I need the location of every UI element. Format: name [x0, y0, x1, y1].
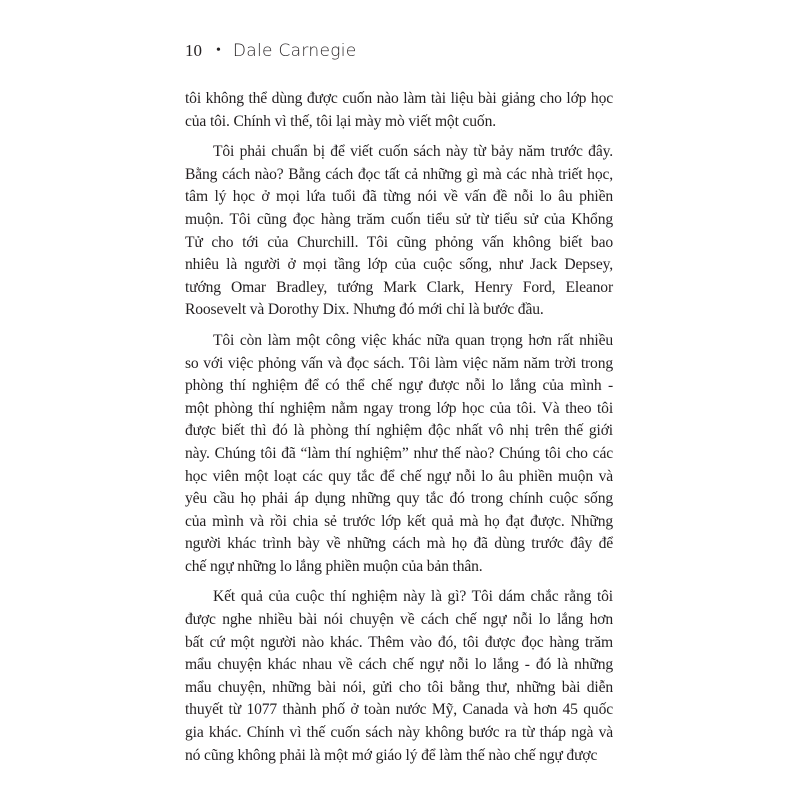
text-line: tôi không thể dùng được cuốn nào làm tài liệu bài giảng cho lớp học	[185, 90, 613, 107]
text-line: Kết quả của cuộc thí nghiệm này là gì? Tôi dám chắc rằng tôi	[213, 588, 613, 606]
text-line: mẩu chuyện, những bài nói, gửi cho tôi bằng thư, những bài diễn	[185, 678, 613, 696]
text-line: Tử cho tới của Churchill. Tôi cũng phỏng vấn không biết bao	[185, 233, 613, 251]
text-line: được nghe nhiều bài nói chuyện về cách chế ngự nỗi lo lắng hơn	[185, 611, 613, 629]
text-line: Bằng cách nào? Bằng cách đọc tất cả những gì mà các nhà triết học,	[185, 165, 613, 183]
text-line: gia khác. Chính vì thế cuốn sách này không bước ra từ tháp ngà và	[185, 724, 613, 742]
body-text	[185, 88, 613, 775]
text-line: người khác trình bày về những cách mà họ đã dùng trước đây để	[185, 535, 613, 553]
text-line: của mình và rồi chia sẻ trước lớp kết quả mà họ đạt được. Những	[185, 512, 613, 530]
paragraph	[185, 141, 613, 322]
paragraph	[185, 88, 613, 133]
text-line: so với việc phỏng vấn và đọc sách. Tôi làm việc năm năm trời trong	[185, 354, 613, 372]
paragraph	[185, 330, 613, 579]
running-header	[185, 38, 357, 64]
text-line: mẩu chuyện khác nhau về cách chế ngự nỗi lo lắng - đó là những	[185, 656, 613, 674]
header-bullet: •	[216, 43, 221, 58]
text-line: được biết thì đó là phòng thí nghiệm độc nhất vô nhị trên thế giới	[185, 422, 613, 440]
text-line: một phòng thí nghiệm nằm ngay trong lớp học của tôi. Và theo tôi	[185, 399, 613, 417]
text-line: tâm lý học ở mọi lứa tuổi đã từng nói về vấn đề nỗi lo âu phiền	[185, 188, 613, 206]
text-line: nó cũng không phải là một mớ giáo lý để làm thế nào chế ngự được	[185, 746, 598, 764]
text-line: phòng thí nghiệm để có thể chế ngự được nỗi lo lắng của mình -	[185, 377, 613, 395]
text-line: Roosevelt và Dorothy Dix. Nhưng đó mới chỉ là bước đầu.	[185, 301, 544, 319]
text-line: bất cứ một người nào khác. Thêm vào đó, tôi được đọc hàng trăm	[185, 633, 613, 651]
text-line: muộn. Tôi cũng đọc hàng trăm cuốn tiểu sử từ tiểu sử của Khổng	[185, 210, 613, 228]
text-line: yêu cầu họ phải áp dụng những quy tắc đó trong chính cuộc sống	[185, 490, 613, 508]
text-line: Tôi còn làm một công việc khác nữa quan trọng hơn rất nhiều	[213, 331, 613, 349]
text-line: tướng Omar Bradley, tướng Mark Clark, Henry Ford, Eleanor	[185, 278, 613, 296]
text-line: của tôi. Chính vì thế, tôi lại mày mò viết một cuốn.	[185, 112, 496, 130]
text-line: nhiêu là người ở mọi tầng lớp của cuộc sống, như Jack Depsey,	[185, 256, 613, 274]
text-line: chế ngự những lo lắng phiền muộn của bản thân.	[185, 557, 483, 575]
header-author: Dale Carnegie	[232, 41, 357, 61]
text-line: học viên một loạt các quy tắc để chế ngự nỗi lo âu phiền muộn và	[185, 467, 613, 485]
text-line: thuyết từ 1077 thành phố ở toàn nước Mỹ, Canada và hơn 45 quốc	[185, 701, 613, 719]
page-number: 10	[185, 41, 202, 60]
text-line: Tôi phải chuẩn bị để viết cuốn sách này từ bảy năm trước đây.	[213, 143, 613, 161]
text-line: này. Chúng tôi đã “làm thí nghiệm” như thế nào? Chúng tôi cho các	[185, 444, 613, 462]
paragraph	[185, 586, 613, 767]
